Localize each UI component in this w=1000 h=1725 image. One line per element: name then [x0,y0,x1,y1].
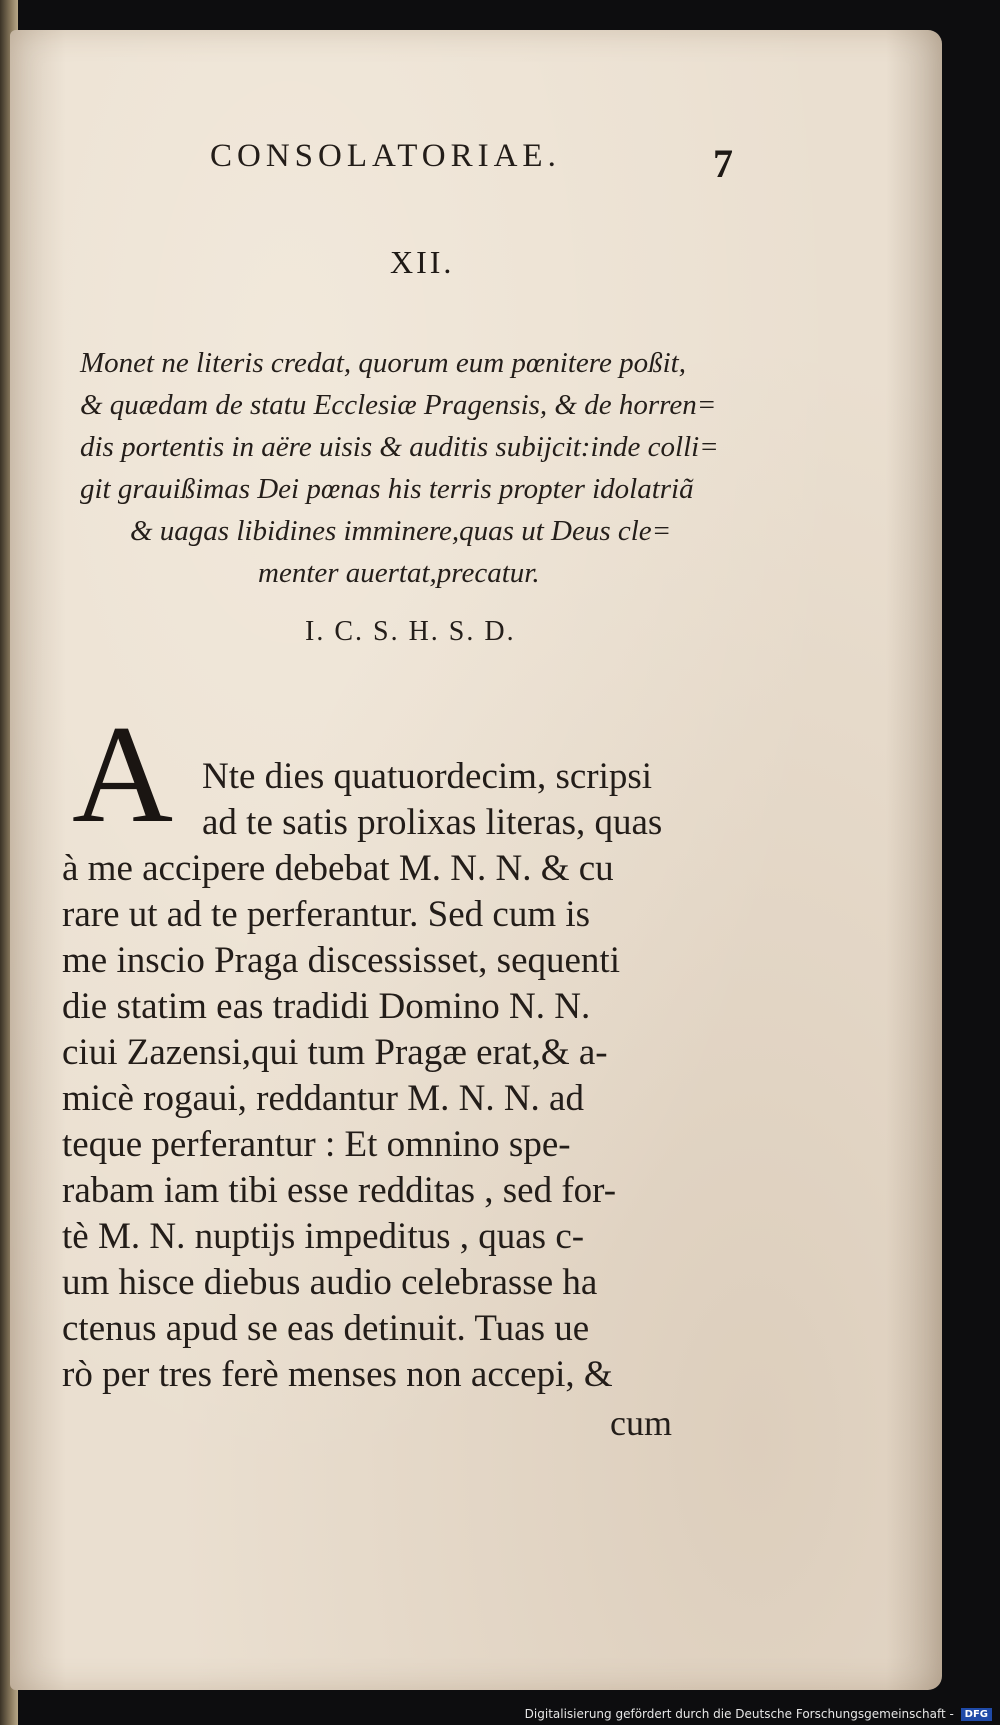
letter-body [62,754,782,1398]
folio-number: 7 [713,141,733,186]
body-line: die statim eas tradidi Domino N. N. [62,986,591,1027]
book-page [10,30,942,1690]
body-line: à me accipere debebat M. N. N. & cu [62,848,614,889]
body-line: tè M. N. nuptijs impeditus , quas c- [62,1216,585,1257]
body-line: rò per tres ferè menses non accepi, & [62,1354,613,1395]
body-line: ctenus apud se eas detinuit. Tuas ue [62,1308,590,1349]
body-line: me inscio Praga discessisset, sequenti [62,940,620,981]
dfg-logo: DFG [961,1708,992,1721]
chapter-argument [80,342,780,594]
body-line: rabam iam tibi esse redditas , sed for- [62,1170,617,1211]
body-line: Nte dies quatuordecim, scripsi [202,756,653,797]
body-line: um hisce diebus audio celebrasse ha [62,1262,598,1303]
digitization-credit [525,1707,992,1721]
body-line: micè rogaui, reddantur M. N. N. ad [62,1078,584,1119]
running-head: CONSOLATORIAE. [210,138,561,174]
catchword: cum [610,1403,672,1443]
argument-line: git grauißimas Dei pœnas his terris propter idolatriã [80,473,694,505]
body-line: rare ut ad te perferantur. Sed cum is [62,894,591,935]
body-line: teque perferantur : Et omnino spe- [62,1124,571,1165]
argument-line: menter auertat,precatur. [258,557,540,589]
drop-cap-initial: A [72,697,174,852]
body-line: ciui Zazensi,qui tum Pragæ erat,& a- [62,1032,608,1073]
salutation: I. C. S. H. S. D. [305,616,516,647]
credit-text: Digitalisierung gefördert durch die Deutsche Forschungsgemeinschaft - [524,1707,954,1721]
body-line: ad te satis prolixas literas, quas [202,802,663,843]
argument-line: dis portentis in aëre uisis & auditis subijcit:inde colli= [80,431,719,463]
chapter-number: XII. [390,244,455,280]
argument-line: & quædam de statu Ecclesiæ Pragensis, & de horren= [80,389,717,421]
argument-line: Monet ne literis credat, quorum eum pœnitere poßit, [80,347,686,379]
argument-line: & uagas libidines imminere,quas ut Deus cle= [130,515,672,547]
